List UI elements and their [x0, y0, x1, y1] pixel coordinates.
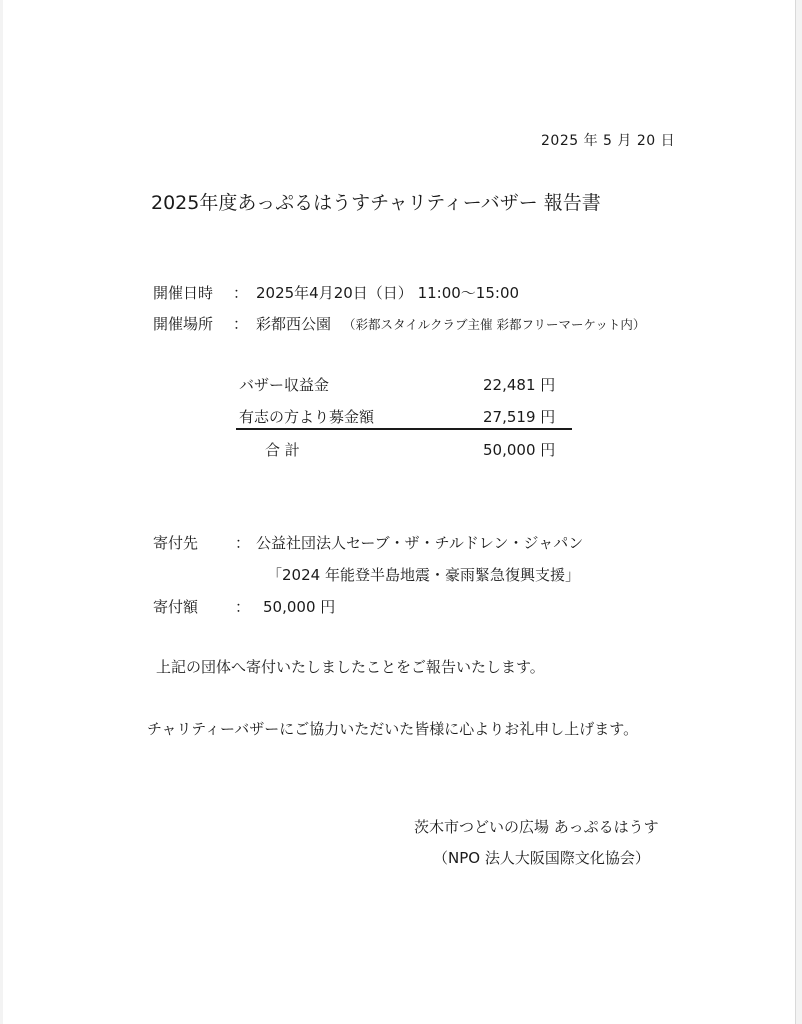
- report-date: 2025 年 5 月 20 日: [541, 133, 676, 149]
- amount-label-donations: 有志の方より募金額: [239, 408, 375, 426]
- amount-value-donations: 27,519 円: [483, 408, 556, 426]
- signature-parent: （NPO 法人大阪国際文化協会）: [433, 849, 650, 867]
- donation-amount-label: 寄付額: [153, 598, 199, 616]
- venue-note: （彩都スタイルクラブ主催 彩都フリーマーケット内）: [343, 317, 646, 332]
- donation-to-colon: ：: [235, 534, 251, 552]
- amount-value-bazaar: 22,481 円: [483, 376, 556, 394]
- thanks-message: チャリティーバザーにご協力いただいた皆様に心よりお礼申し上げます。: [147, 720, 639, 738]
- sum-divider: [236, 428, 572, 430]
- donation-to-value: 公益社団法人セーブ・ザ・チルドレン・ジャパン: [256, 534, 584, 552]
- venue-value: 彩都西公園: [256, 315, 332, 333]
- amount-label-bazaar: バザー収益金: [239, 376, 330, 394]
- total-label: 合 計: [265, 441, 300, 459]
- datetime-value: 2025年4月20日（日） 11:00～15:00: [256, 284, 520, 302]
- donation-campaign: 「2024 年能登半島地震・豪雨緊急復興支援」: [267, 566, 580, 584]
- signature-org: 茨木市つどいの広場 あっぷるはうす: [414, 818, 659, 836]
- venue-colon: ：: [233, 315, 249, 333]
- total-value: 50,000 円: [483, 441, 556, 459]
- venue-label: 開催場所: [153, 315, 214, 333]
- datetime-label: 開催日時: [153, 284, 214, 302]
- report-message: 上記の団体へ寄付いたしましたことをご報告いたします。: [156, 658, 545, 676]
- donation-to-label: 寄付先: [153, 534, 199, 552]
- donation-amount-value: 50,000 円: [263, 598, 336, 616]
- document-page: [3, 0, 796, 1024]
- donation-amount-colon: ：: [235, 598, 251, 616]
- datetime-colon: ：: [233, 284, 249, 302]
- page-title: 2025年度あっぷるはうすチャリティーバザー 報告書: [151, 192, 601, 214]
